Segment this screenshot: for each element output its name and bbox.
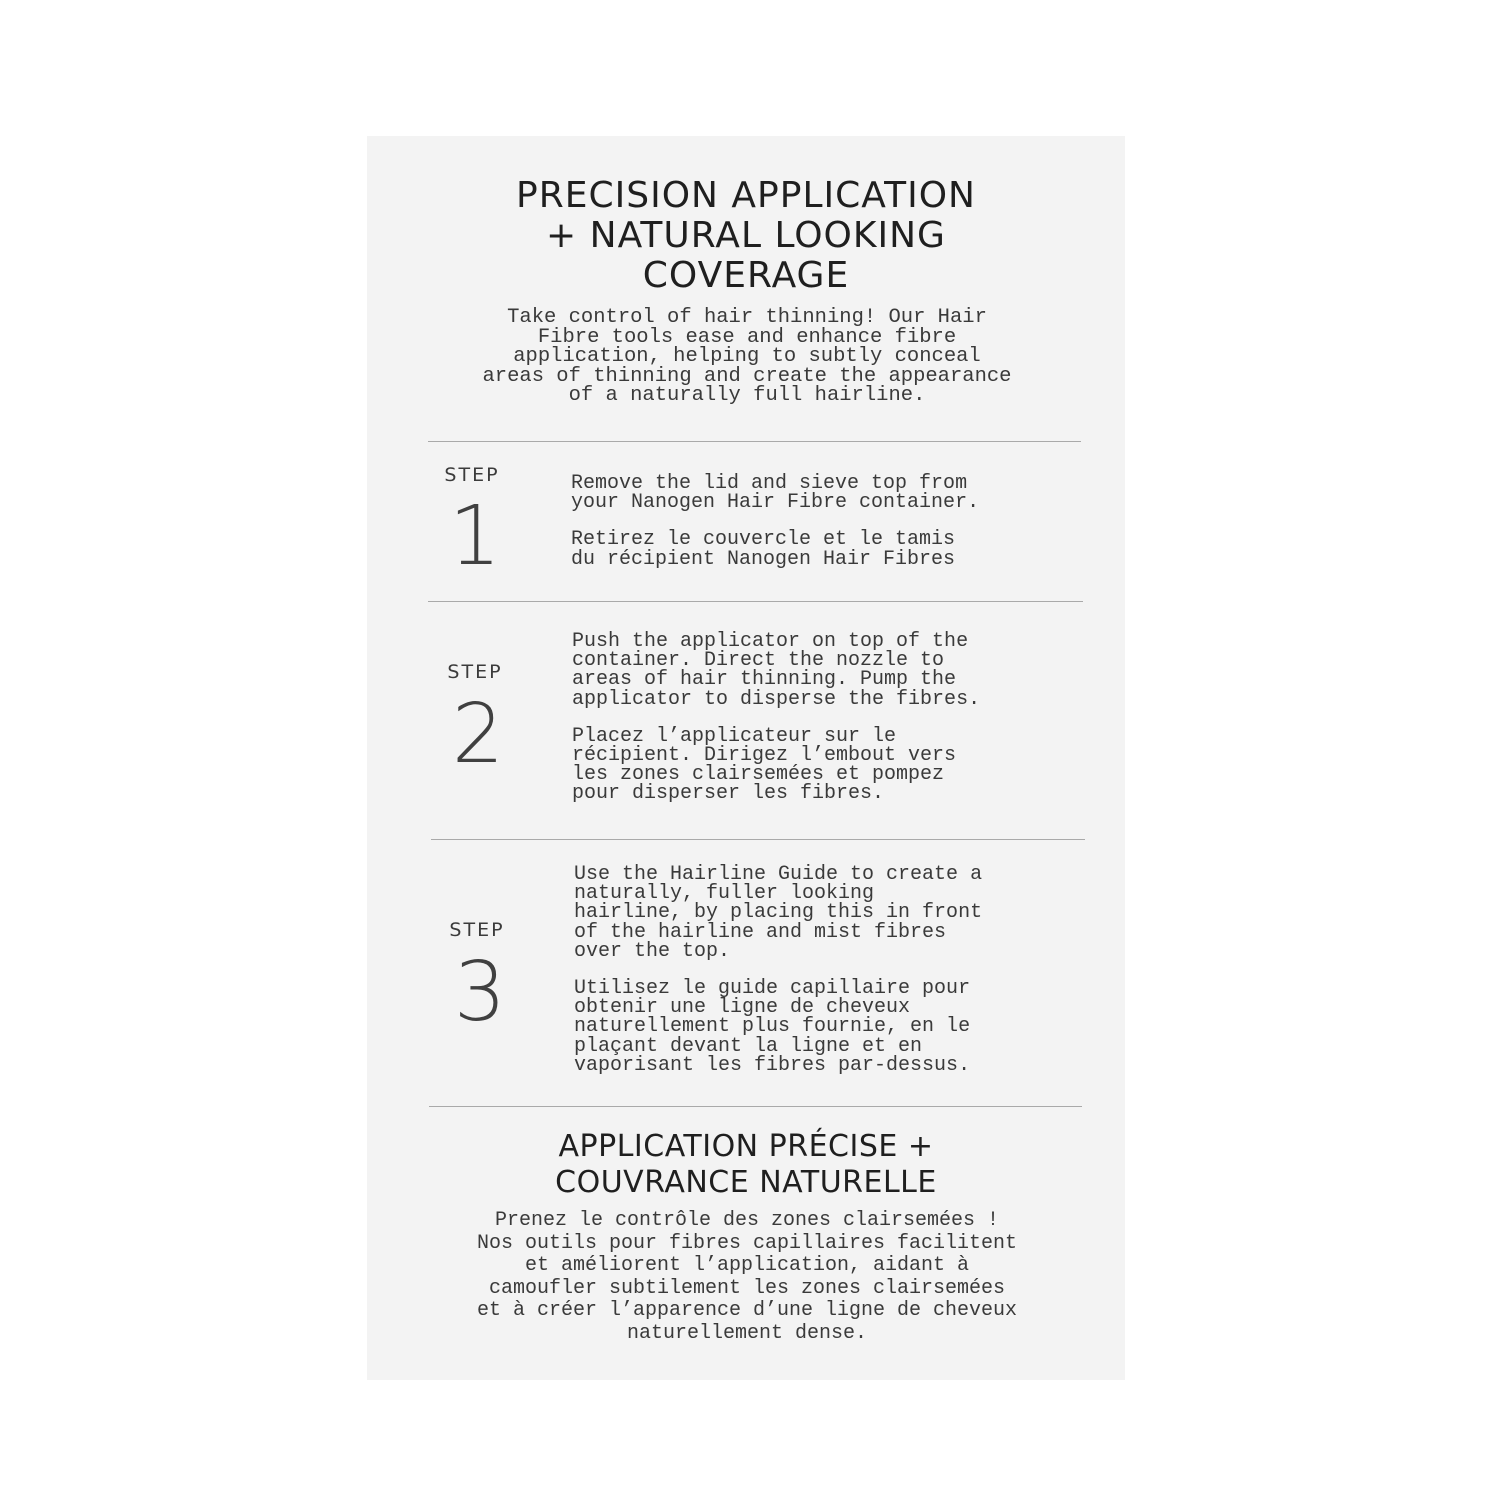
text-line: Utilisez le guide capillaire pour bbox=[574, 977, 971, 1001]
text-line: récipient. Dirigez l’embout vers bbox=[572, 744, 957, 768]
text-line: Remove the lid and sieve top from bbox=[571, 472, 968, 495]
text-line: naturally, fuller looking bbox=[574, 882, 875, 906]
text-line: naturellement plus fournie, en le bbox=[574, 1015, 971, 1039]
intro-line: of a naturally full hairline. bbox=[568, 384, 926, 407]
text-line: of the hairline and mist fibres bbox=[574, 920, 947, 944]
step-text-french bbox=[574, 979, 1074, 1075]
text-line: Use the Hairline Guide to create a bbox=[574, 863, 983, 886]
step-text bbox=[572, 632, 1072, 804]
step-text-english bbox=[572, 632, 1072, 709]
title-french bbox=[367, 1129, 1125, 1201]
intro-line: Nos outils pour fibres capillaires facilitent bbox=[476, 1231, 1018, 1255]
divider-top bbox=[428, 441, 1081, 442]
instruction-card bbox=[367, 136, 1125, 1380]
intro-french bbox=[417, 1210, 1077, 1345]
divider-step-1 bbox=[428, 601, 1083, 602]
intro-line: application, helping to subtly conceal bbox=[513, 345, 981, 368]
intro-line: et améliorent l’application, aidant à bbox=[524, 1254, 970, 1277]
text-line: pour disperser les fibres. bbox=[572, 782, 885, 806]
title-line: APPLICATION PRÉCISE + bbox=[558, 1129, 934, 1164]
intro-line: Take control of hair thinning! Our Hair bbox=[507, 306, 987, 329]
step-text-french bbox=[571, 528, 1071, 571]
intro-line: areas of thinning and create the appearance bbox=[482, 364, 1012, 388]
divider-step-2 bbox=[431, 839, 1085, 840]
step-text-english bbox=[574, 865, 1074, 961]
text-line: your Nanogen Hair Fibre container. bbox=[571, 491, 980, 515]
text-line: les zones clairsemées et pompez bbox=[572, 763, 945, 787]
text-line: vaporisant les fibres par-dessus. bbox=[574, 1053, 971, 1077]
step-label: STEP bbox=[449, 919, 505, 941]
intro-line: Fibre tools ease and enhance fibre bbox=[537, 325, 957, 349]
step-number: 2 bbox=[451, 687, 505, 782]
intro-line: et à créer l’apparence d’une ligne de cheveux bbox=[476, 1299, 1018, 1322]
step-text-french bbox=[572, 724, 1072, 806]
text-line: plaçant devant la ligne et en bbox=[574, 1034, 923, 1058]
step-number: 1 bbox=[448, 489, 502, 584]
intro-line: Prenez le contrôle des zones clairsemées ! bbox=[494, 1209, 1000, 1232]
text-line: over the top. bbox=[574, 939, 731, 963]
step-text-english bbox=[571, 472, 1071, 515]
text-line: container. Direct the nozzle to bbox=[572, 649, 945, 673]
title-line: + NATURAL LOOKING bbox=[546, 215, 946, 256]
text-line: du récipient Nanogen Hair Fibres bbox=[571, 547, 956, 571]
intro-line: naturellement dense. bbox=[626, 1321, 868, 1345]
step-number: 3 bbox=[453, 945, 507, 1040]
divider-bottom bbox=[429, 1106, 1082, 1107]
text-line: Push the applicator on top of the bbox=[572, 630, 969, 653]
title-english bbox=[367, 176, 1125, 296]
text-line: obtenir une ligne de cheveux bbox=[574, 996, 911, 1020]
text-line: Placez l’applicateur sur le bbox=[572, 724, 897, 748]
intro-english bbox=[427, 308, 1067, 406]
text-line: applicator to disperse the fibres. bbox=[572, 687, 981, 711]
step-text bbox=[574, 865, 1074, 1075]
text-line: Retirez le couvercle et le tamis bbox=[571, 528, 956, 552]
title-line: COUVRANCE NATURELLE bbox=[555, 1165, 937, 1200]
title-line: PRECISION APPLICATION bbox=[516, 175, 976, 216]
step-label: STEP bbox=[447, 661, 503, 683]
title-line: COVERAGE bbox=[642, 255, 850, 296]
text-line: areas of hair thinning. Pump the bbox=[572, 668, 957, 692]
step-label: STEP bbox=[444, 464, 500, 486]
step-text bbox=[571, 474, 1071, 569]
intro-line: camoufler subtilement les zones clairsemées bbox=[488, 1276, 1006, 1300]
text-line: hairline, by placing this in front bbox=[574, 901, 983, 925]
